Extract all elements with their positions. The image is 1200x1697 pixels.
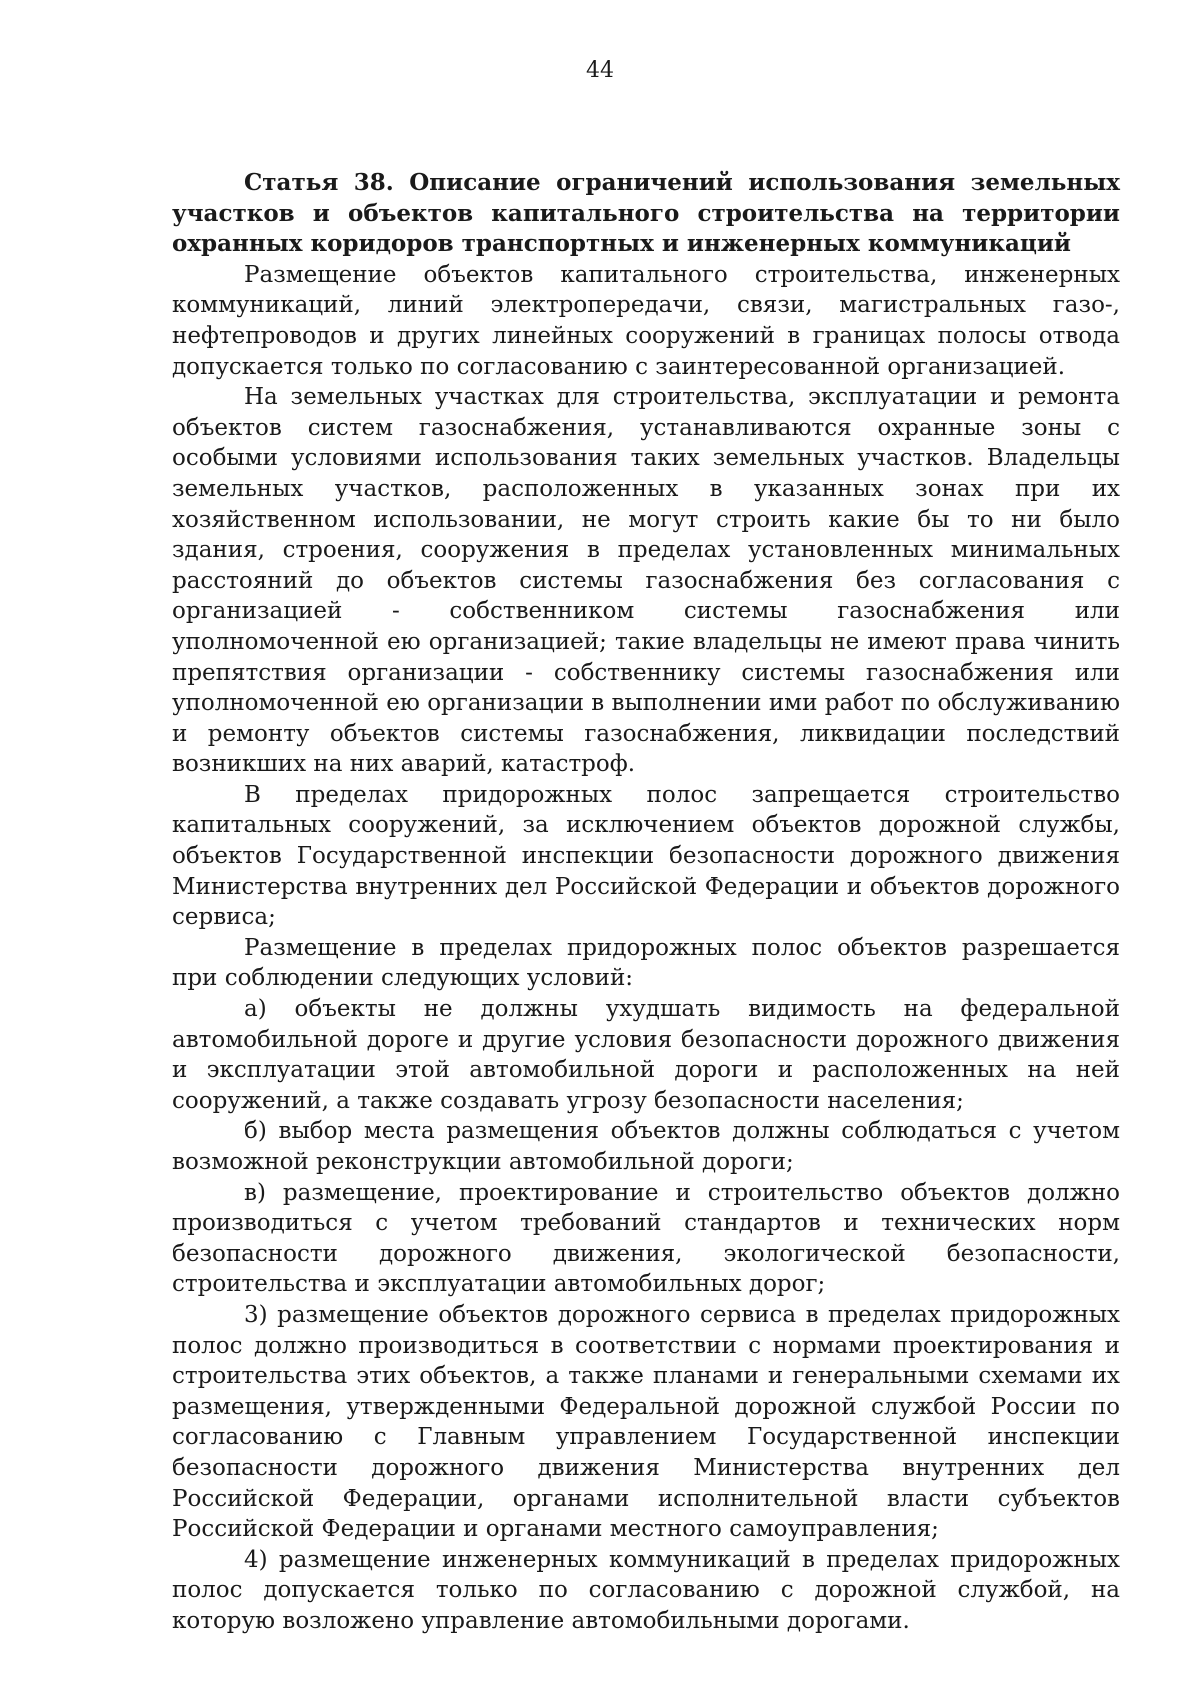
list-item-3: 3) размещение объектов дорожного сервиса в пределах придорожных полос должно производиться в соответствии с нормами проектирования и строительства этих объектов, а также планами и генеральными схемами их размещения, утвержденными Федеральной дорожной службой России по согласованию с Главным управлением Государственной инспекции безопасности дорожного движения Министерства внутренних дел Российской Федерации, органами исполнительной власти субъектов Российской Федерации и органами местного самоуправления;: [172, 1301, 1120, 1543]
document-body: [172, 168, 1120, 1637]
paragraph: Размещение объектов капитального строительства, инженерных коммуникаций, линий электропередачи, связи, магистральных газо-, нефтепроводов и других линейных сооружений в границах полосы отвода допускается только по согласованию с заинтересованной организацией.: [172, 261, 1120, 380]
paragraph: В пределах придорожных полос запрещается строительство капитальных сооружений, за исключением объектов дорожной службы, объектов Государственной инспекции безопасности дорожного движения Министерства внутренних дел Российской Федерации и объектов дорожного сервиса;: [172, 781, 1120, 931]
list-item-b: б) выбор места размещения объектов должны соблюдаться с учетом возможной реконструкции автомобильной дороги;: [172, 1118, 1120, 1175]
paragraph: Размещение в пределах придорожных полос объектов разрешается при соблюдении следующих условий:: [172, 934, 1120, 992]
paragraph: На земельных участках для строительства, эксплуатации и ремонта объектов систем газоснабжения, устанавливаются охранные зоны с особыми условиями использования таких земельных участков. Владельцы земельных участков, расположенных в указанных зонах при их хозяйственном использовании, не могут строить какие бы то ни было здания, строения, сооружения в пределах установленных минимальных расстояний до объектов системы газоснабжения без согласования с организацией - собственником системы газоснабжения или уполномоченной ею организацией; такие владельцы не имеют права чинить препятствия организации - собственнику системы газоснабжения или уполномоченной ею организации в выполнении ими работ по обслуживанию и ремонту объектов системы газоснабжения, ликвидации последствий возникших на них аварий, катастроф.: [172, 384, 1120, 778]
list-item-4: 4) размещение инженерных коммуникаций в пределах придорожных полос допускается только по согласованию с дорожной службой, на которую возложено управление автомобильными дорогами.: [172, 1546, 1120, 1634]
list-item-v: в) размещение, проектирование и строительство объектов должно производиться с учетом требований стандартов и технических норм безопасности дорожного движения, экологической безопасности, строительства и эксплуатации автомобильных дорог;: [172, 1179, 1120, 1298]
list-item-a: а) объекты не должны ухудшать видимость на федеральной автомобильной дороге и другие условия безопасности дорожного движения и эксплуатации этой автомобильной дороги и расположенных на ней сооружений, а также создавать угрозу безопасности населения;: [172, 996, 1120, 1114]
article-heading: Статья 38. Описание ограничений использования земельных участков и объектов капитального строительства на территории охранных коридоров транспортных и инженерных коммуникаций: [172, 169, 1120, 258]
page-number: 44: [586, 58, 614, 83]
